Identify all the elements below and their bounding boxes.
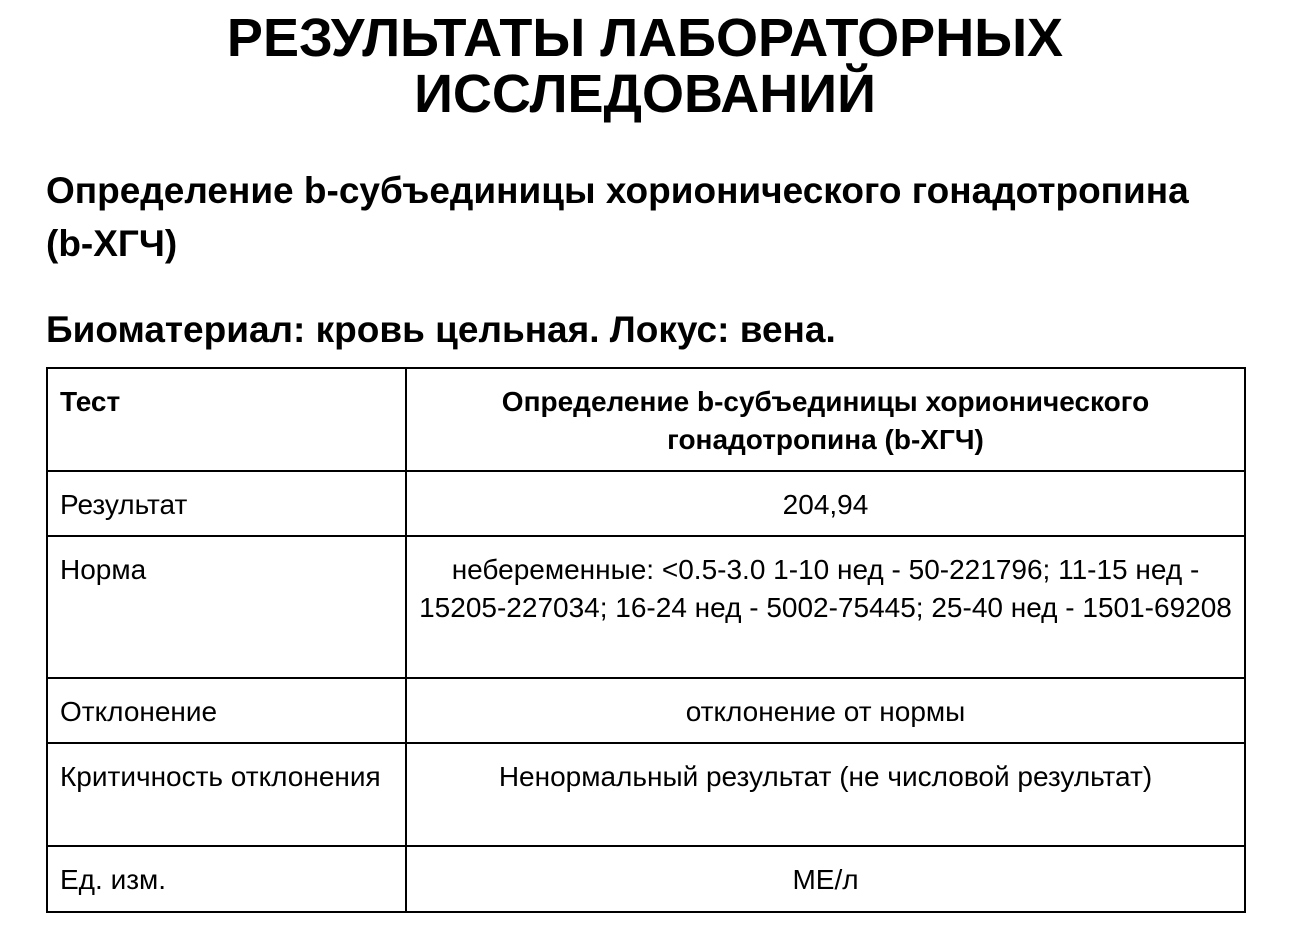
row-value: отклонение от нормы: [406, 678, 1245, 743]
table-row-deviation: [47, 678, 1245, 743]
row-value: Ненормальный результат (не числовой результат): [406, 743, 1245, 846]
row-label: Отклонение: [47, 678, 406, 743]
table-row-result: [47, 471, 1245, 536]
row-label: Тест: [47, 368, 406, 471]
row-label: Критичность отклонения: [47, 743, 406, 846]
biomaterial-line: Биоматериал: кровь цельная. Локус: вена.: [46, 309, 836, 350]
row-label: Норма: [47, 536, 406, 678]
table-row-test: [47, 368, 1245, 471]
table-row-norm: [47, 536, 1245, 678]
row-value: МЕ/л: [406, 846, 1245, 912]
test-subtitle: Определение b-субъединицы хорионического гонадотропина (b-ХГЧ): [46, 170, 1189, 264]
table-row-units: [47, 846, 1245, 912]
row-value: небеременные: <0.5-3.0 1-10 нед - 50-221796; 11-15 нед - 15205-227034; 16-24 нед - 5002-75445; 25-40 нед - 1501-69208: [406, 536, 1245, 678]
results-table: [46, 367, 1246, 913]
row-label: Ед. изм.: [47, 846, 406, 912]
row-value: 204,94: [406, 471, 1245, 536]
table-row-criticality: [47, 743, 1245, 846]
page-title: РЕЗУЛЬТАТЫ ЛАБОРАТОРНЫХ ИССЛЕДОВАНИЙ: [226, 8, 1064, 124]
row-value: Определение b-субъединицы хорионического гонадотропина (b-ХГЧ): [406, 368, 1245, 471]
row-label: Результат: [47, 471, 406, 536]
